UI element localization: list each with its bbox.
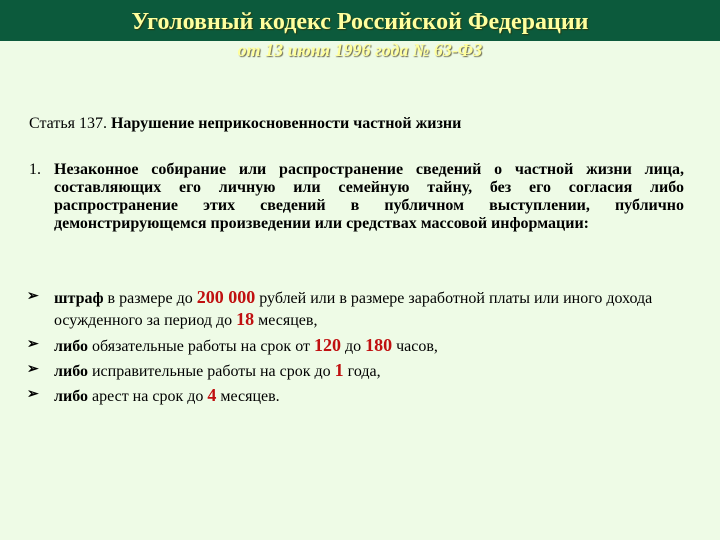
page-subtitle: от 13 июня 1996 года № 63-ФЗ <box>237 40 483 60</box>
paragraph-number: 1. <box>29 161 41 178</box>
paragraph-1 <box>29 161 684 233</box>
sanction-text: месяцев, <box>254 312 318 329</box>
sanction-value: 4 <box>207 385 217 405</box>
sanction-keyword: либо <box>54 338 88 355</box>
list-item <box>27 335 687 357</box>
list-item <box>27 360 687 382</box>
sanction-text: исправительные работы на срок до <box>87 363 335 380</box>
sanction-text: в размере до <box>103 290 197 307</box>
article-name: Нарушение неприкосновенности частной жизни <box>110 115 462 132</box>
sanction-value: 120 <box>313 335 341 355</box>
page-title: Уголовный кодекс Российской Федерации <box>131 9 589 35</box>
sanction-keyword: либо <box>54 388 88 405</box>
paragraph-text: Незаконное собирание или распространение сведений о частной жизни лица, составляющих его личную или семейную тайну, без его согласия либо распространение этих сведений в публичном выступлении, публично демонстрирующемся произведении или средствах массовой информации: <box>54 161 684 232</box>
sanction-text: года, <box>343 363 381 380</box>
sanction-text: до <box>340 338 366 355</box>
sanction-text: арест на срок до <box>87 388 208 405</box>
list-item <box>27 385 687 407</box>
sanction-text: часов, <box>392 338 438 355</box>
arrow-bullet-icon: ➢ <box>27 387 39 402</box>
sanction-text: обязательные работы на срок от <box>87 338 314 355</box>
sanction-value: 1 <box>334 360 344 380</box>
sanction-keyword: штраф <box>54 290 104 307</box>
article-heading <box>29 114 689 134</box>
sanction-value: 200 000 <box>196 287 256 307</box>
sanction-value: 180 <box>365 335 393 355</box>
sanction-text: рублей или в размере заработной платы или иного дохода осужденного за период до <box>54 290 653 329</box>
list-item <box>27 287 687 331</box>
arrow-bullet-icon: ➢ <box>27 337 39 352</box>
sanctions-list <box>27 287 687 410</box>
sanction-keyword: либо <box>54 363 88 380</box>
article-number: Статья 137. <box>29 115 107 132</box>
sanction-text: месяцев. <box>216 388 280 405</box>
arrow-bullet-icon: ➢ <box>27 289 39 304</box>
sanction-value: 18 <box>236 309 255 329</box>
arrow-bullet-icon: ➢ <box>27 362 39 377</box>
